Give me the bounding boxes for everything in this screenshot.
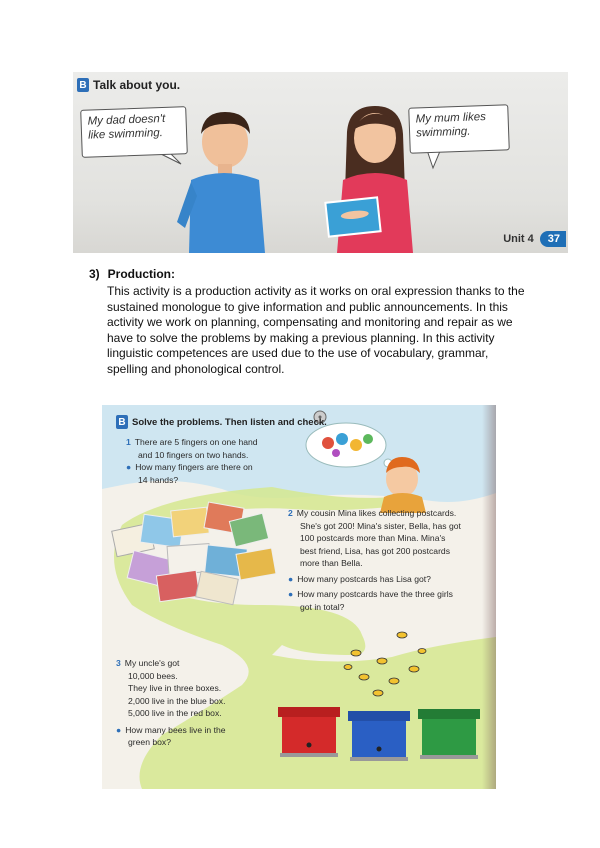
production-section (89, 267, 529, 377)
boy-figure (177, 112, 265, 253)
page-edge-shadow (482, 405, 496, 789)
blue-beehive (348, 711, 410, 761)
problem-3-line: 10,000 bees. (128, 670, 178, 681)
section-heading (89, 267, 529, 281)
problem-2-question: How many postcards has Lisa got? (297, 573, 431, 584)
problem-2-question: How many postcards have the three girls (297, 589, 453, 599)
problem-2-line: My cousin Mina likes collecting postcards. (296, 508, 457, 518)
problems-title: Solve the problems. Then listen and check. (132, 416, 327, 428)
girl-figure (325, 106, 413, 253)
problem-2 (288, 507, 461, 613)
problem-2-line: best friend, Lisa, has got 200 postcards (300, 545, 451, 556)
problem-2-line: more than Bella. (300, 558, 363, 568)
problem-3-question: green box? (128, 737, 172, 747)
activity-badge: B (77, 78, 89, 92)
problems-header (116, 415, 327, 429)
speech-bubble-right: My mum likes swimming. (408, 104, 510, 153)
problem-1-question: How many fingers are there on (135, 462, 253, 472)
problem-2-line: She's got 200! Mina's sister, Bella, has got (300, 520, 461, 531)
problem-3-line: They live in three boxes. (128, 683, 222, 693)
bullet-icon: ● (288, 573, 294, 584)
problem-1 (126, 436, 258, 486)
problem-1-line: There are 5 fingers on one hand (134, 437, 258, 447)
problem-3-line: My uncle's got (124, 658, 180, 668)
unit-page-marker (503, 231, 566, 247)
problem-3-question: How many bees live in the (125, 724, 226, 735)
problem-2-question: got in total? (300, 601, 345, 612)
problem-2-number: 2 (288, 508, 293, 518)
activity-title: Talk about you. (93, 78, 181, 92)
problem-1-line: and 10 fingers on two hands. (138, 449, 249, 460)
section-title: Production: (107, 267, 175, 281)
section-number: 3) (89, 267, 100, 281)
bullet-icon: ● (116, 724, 122, 735)
problem-1-question: 14 hands? (138, 474, 179, 485)
page-number: 37 (540, 231, 566, 247)
red-beehive (278, 707, 340, 757)
problem-3-number: 3 (116, 658, 121, 668)
speech-bubble-left: My dad doesn't like swimming. (80, 106, 188, 158)
children-illustration (73, 72, 568, 253)
problem-3 (116, 657, 226, 749)
talk-about-you-photo (73, 72, 568, 253)
unit-label: Unit 4 (503, 233, 534, 245)
problem-3-line: 5,000 live in the red box. (128, 708, 222, 718)
bullet-icon: ● (288, 589, 294, 599)
bullet-icon: ● (126, 462, 132, 472)
problem-3-line: 2,000 live in the blue box. (128, 695, 226, 706)
activity-header (77, 78, 180, 92)
problems-badge: B (116, 415, 128, 429)
problem-2-line: 100 postcards more than Mina. Mina's (300, 533, 446, 543)
solve-problems-photo (102, 405, 496, 789)
green-beehive (418, 709, 480, 759)
section-paragraph: This activity is a production activity as it works on oral expression thanks to the sustained monologue to give information and public announcements. In this activity we work on planning, compensating and monitoring and repair as we have to solve the problems by making a previous planning. In this activity linguistic competences are used due to the use of vocabulary, grammar, spelling and phonological control. (107, 284, 525, 376)
problem-1-number: 1 (126, 437, 131, 447)
